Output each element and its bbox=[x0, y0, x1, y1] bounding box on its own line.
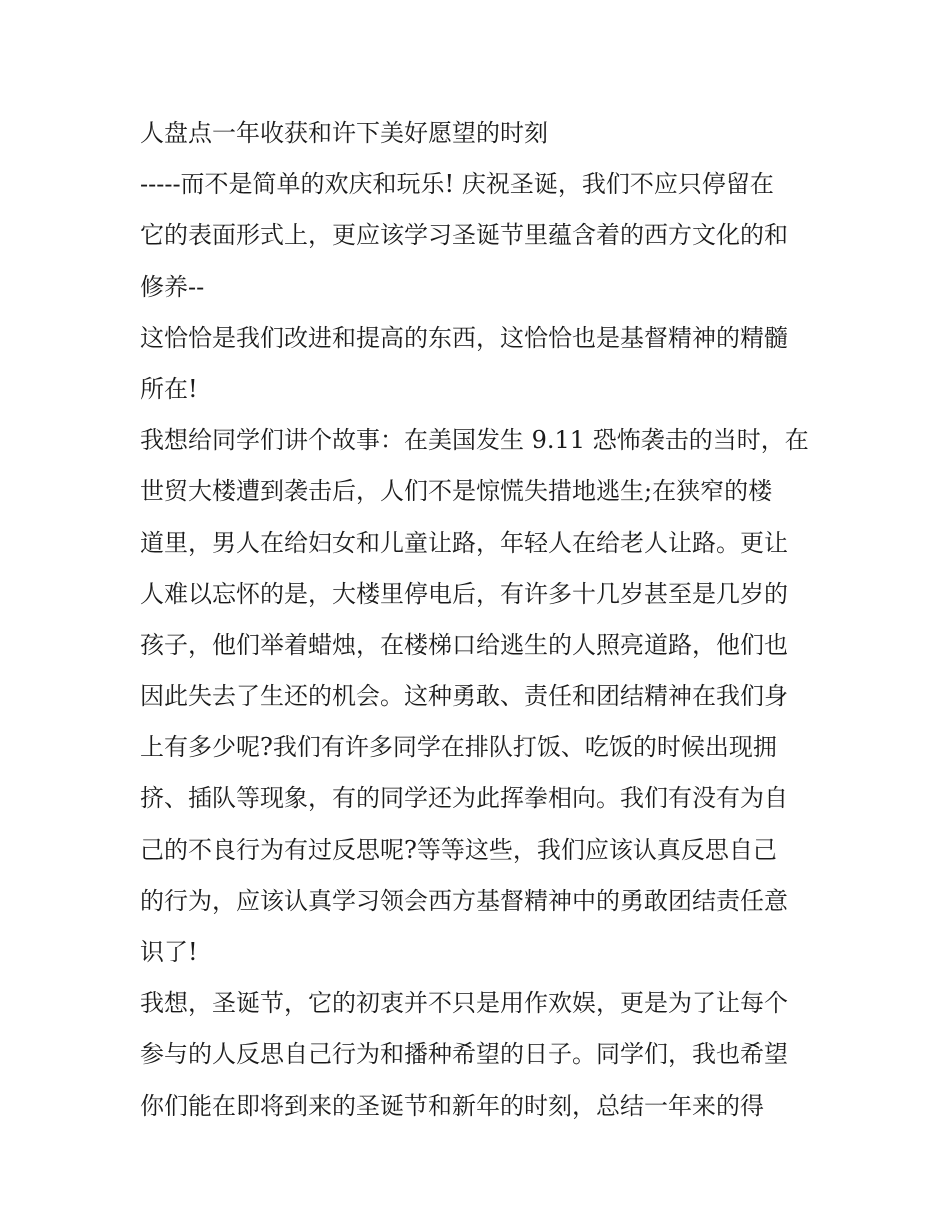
text-line: 所在! bbox=[140, 374, 198, 403]
text-line: -----而不是简单的欢庆和玩乐! 庆祝圣诞，我们不应只停留在 bbox=[140, 170, 774, 199]
text-line: 参与的人反思自己行为和播种希望的日子。同学们，我也希望 bbox=[140, 1040, 788, 1069]
text-line: 己的不良行为有过反思呢?等等这些，我们应该认真反思自己 bbox=[140, 835, 777, 864]
text-line: 上有多少呢?我们有许多同学在排队打饭、吃饭的时候出现拥 bbox=[140, 733, 777, 762]
text-line: 人盘点一年收获和许下美好愿望的时刻 bbox=[140, 119, 548, 147]
text-line: 你们能在即将到来的圣诞节和新年的时刻，总结一年来的得 bbox=[140, 1091, 764, 1120]
body-text bbox=[140, 108, 820, 1132]
text-line: 识了! bbox=[140, 938, 198, 966]
text-line: 人难以忘怀的是，大楼里停电后，有许多十几岁甚至是几岁的 bbox=[140, 579, 788, 608]
text-line: 的行为，应该认真学习领会西方基督精神中的勇敢团结责任意 bbox=[140, 886, 788, 915]
text-line: 我想给同学们讲个故事：在美国发生 9.11 恐怖袭击的当时，在 bbox=[140, 426, 809, 455]
text-line: 挤、插队等现象，有的同学还为此挥拳相向。我们有没有为自 bbox=[140, 784, 788, 813]
text-line: 世贸大楼遭到袭击后，人们不是惊慌失措地逃生;在狭窄的楼 bbox=[140, 477, 773, 506]
text-line: 修养-- bbox=[140, 272, 205, 301]
text-line: 我想，圣诞节，它的初衷并不只是用作欢娱，更是为了让每个 bbox=[140, 989, 788, 1018]
text-line: 这恰恰是我们改进和提高的东西，这恰恰也是基督精神的精髓 bbox=[140, 323, 788, 352]
text-line: 孩子，他们举着蜡烛，在楼梯口给逃生的人照亮道路，他们也 bbox=[140, 630, 788, 659]
text-line: 它的表面形式上，更应该学习圣诞节里蕴含着的西方文化的和 bbox=[140, 221, 788, 250]
text-line: 因此失去了生还的机会。这种勇敢、责任和团结精神在我们身 bbox=[140, 682, 788, 711]
text-line: 道里，男人在给妇女和儿童让路，年轻人在给老人让路。更让 bbox=[140, 528, 788, 557]
